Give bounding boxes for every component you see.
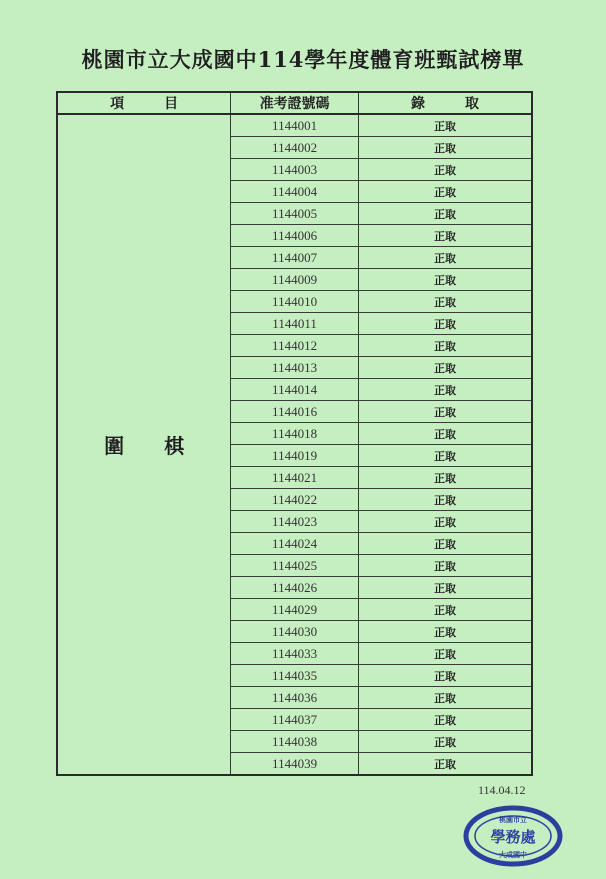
result-cell: 正取 (358, 225, 532, 247)
exam-id-cell: 1144006 (231, 225, 359, 247)
result-cell: 正取 (358, 335, 532, 357)
header-item: 項目 (57, 92, 231, 114)
result-cell: 正取 (358, 577, 532, 599)
result-cell: 正取 (358, 489, 532, 511)
exam-id-cell: 1144003 (231, 159, 359, 181)
exam-id-cell: 1144033 (231, 643, 359, 665)
item-name-cell: 圍棋 (57, 114, 231, 775)
exam-id-cell: 1144016 (231, 401, 359, 423)
result-cell: 正取 (358, 687, 532, 709)
document-date: 114.04.12 (478, 783, 526, 797)
result-cell: 正取 (358, 621, 532, 643)
result-cell: 正取 (358, 247, 532, 269)
result-cell: 正取 (358, 379, 532, 401)
exam-id-cell: 1144030 (231, 621, 359, 643)
header-result: 錄取 (358, 92, 532, 114)
result-cell: 正取 (358, 423, 532, 445)
result-cell: 正取 (358, 665, 532, 687)
result-cell: 正取 (358, 731, 532, 753)
exam-id-cell: 1144037 (231, 709, 359, 731)
exam-id-cell: 1144018 (231, 423, 359, 445)
school-seal (463, 805, 563, 867)
exam-id-cell: 1144039 (231, 753, 359, 776)
exam-id-cell: 1144029 (231, 599, 359, 621)
result-cell: 正取 (358, 467, 532, 489)
header-exam-id: 准考證號碼 (231, 92, 359, 114)
result-cell: 正取 (358, 555, 532, 577)
results-table (56, 91, 533, 776)
exam-id-cell: 1144004 (231, 181, 359, 203)
exam-id-cell: 1144011 (231, 313, 359, 335)
exam-id-cell: 1144024 (231, 533, 359, 555)
table-header-row (57, 92, 532, 114)
exam-id-cell: 1144022 (231, 489, 359, 511)
exam-id-cell: 1144007 (231, 247, 359, 269)
table-body (57, 114, 532, 775)
result-cell: 正取 (358, 313, 532, 335)
exam-id-cell: 1144014 (231, 379, 359, 401)
exam-id-cell: 1144013 (231, 357, 359, 379)
result-cell: 正取 (358, 401, 532, 423)
result-cell: 正取 (358, 159, 532, 181)
result-cell: 正取 (358, 445, 532, 467)
exam-id-cell: 1144038 (231, 731, 359, 753)
seal-text-bottom: 大成國中 (499, 850, 527, 859)
result-cell: 正取 (358, 291, 532, 313)
table-row (57, 114, 532, 137)
page-title: 桃園市立大成國中114學年度體育班甄試榜單 (81, 47, 525, 72)
result-cell: 正取 (358, 357, 532, 379)
result-cell: 正取 (358, 599, 532, 621)
exam-id-cell: 1144009 (231, 269, 359, 291)
exam-id-cell: 1144005 (231, 203, 359, 225)
exam-id-cell: 1144010 (231, 291, 359, 313)
exam-id-cell: 1144023 (231, 511, 359, 533)
result-cell: 正取 (358, 533, 532, 555)
result-cell: 正取 (358, 137, 532, 159)
exam-id-cell: 1144025 (231, 555, 359, 577)
result-cell: 正取 (358, 643, 532, 665)
exam-id-cell: 1144026 (231, 577, 359, 599)
exam-id-cell: 1144035 (231, 665, 359, 687)
seal-text-top: 桃園市立 (499, 815, 527, 824)
exam-id-cell: 1144036 (231, 687, 359, 709)
result-cell: 正取 (358, 203, 532, 225)
seal-text-center: 學務處 (490, 828, 536, 846)
result-cell: 正取 (358, 753, 532, 776)
result-cell: 正取 (358, 269, 532, 291)
result-cell: 正取 (358, 511, 532, 533)
result-cell: 正取 (358, 114, 532, 137)
exam-id-cell: 1144019 (231, 445, 359, 467)
exam-id-cell: 1144001 (231, 114, 359, 137)
result-cell: 正取 (358, 709, 532, 731)
result-cell: 正取 (358, 181, 532, 203)
exam-id-cell: 1144012 (231, 335, 359, 357)
exam-id-cell: 1144002 (231, 137, 359, 159)
exam-id-cell: 1144021 (231, 467, 359, 489)
